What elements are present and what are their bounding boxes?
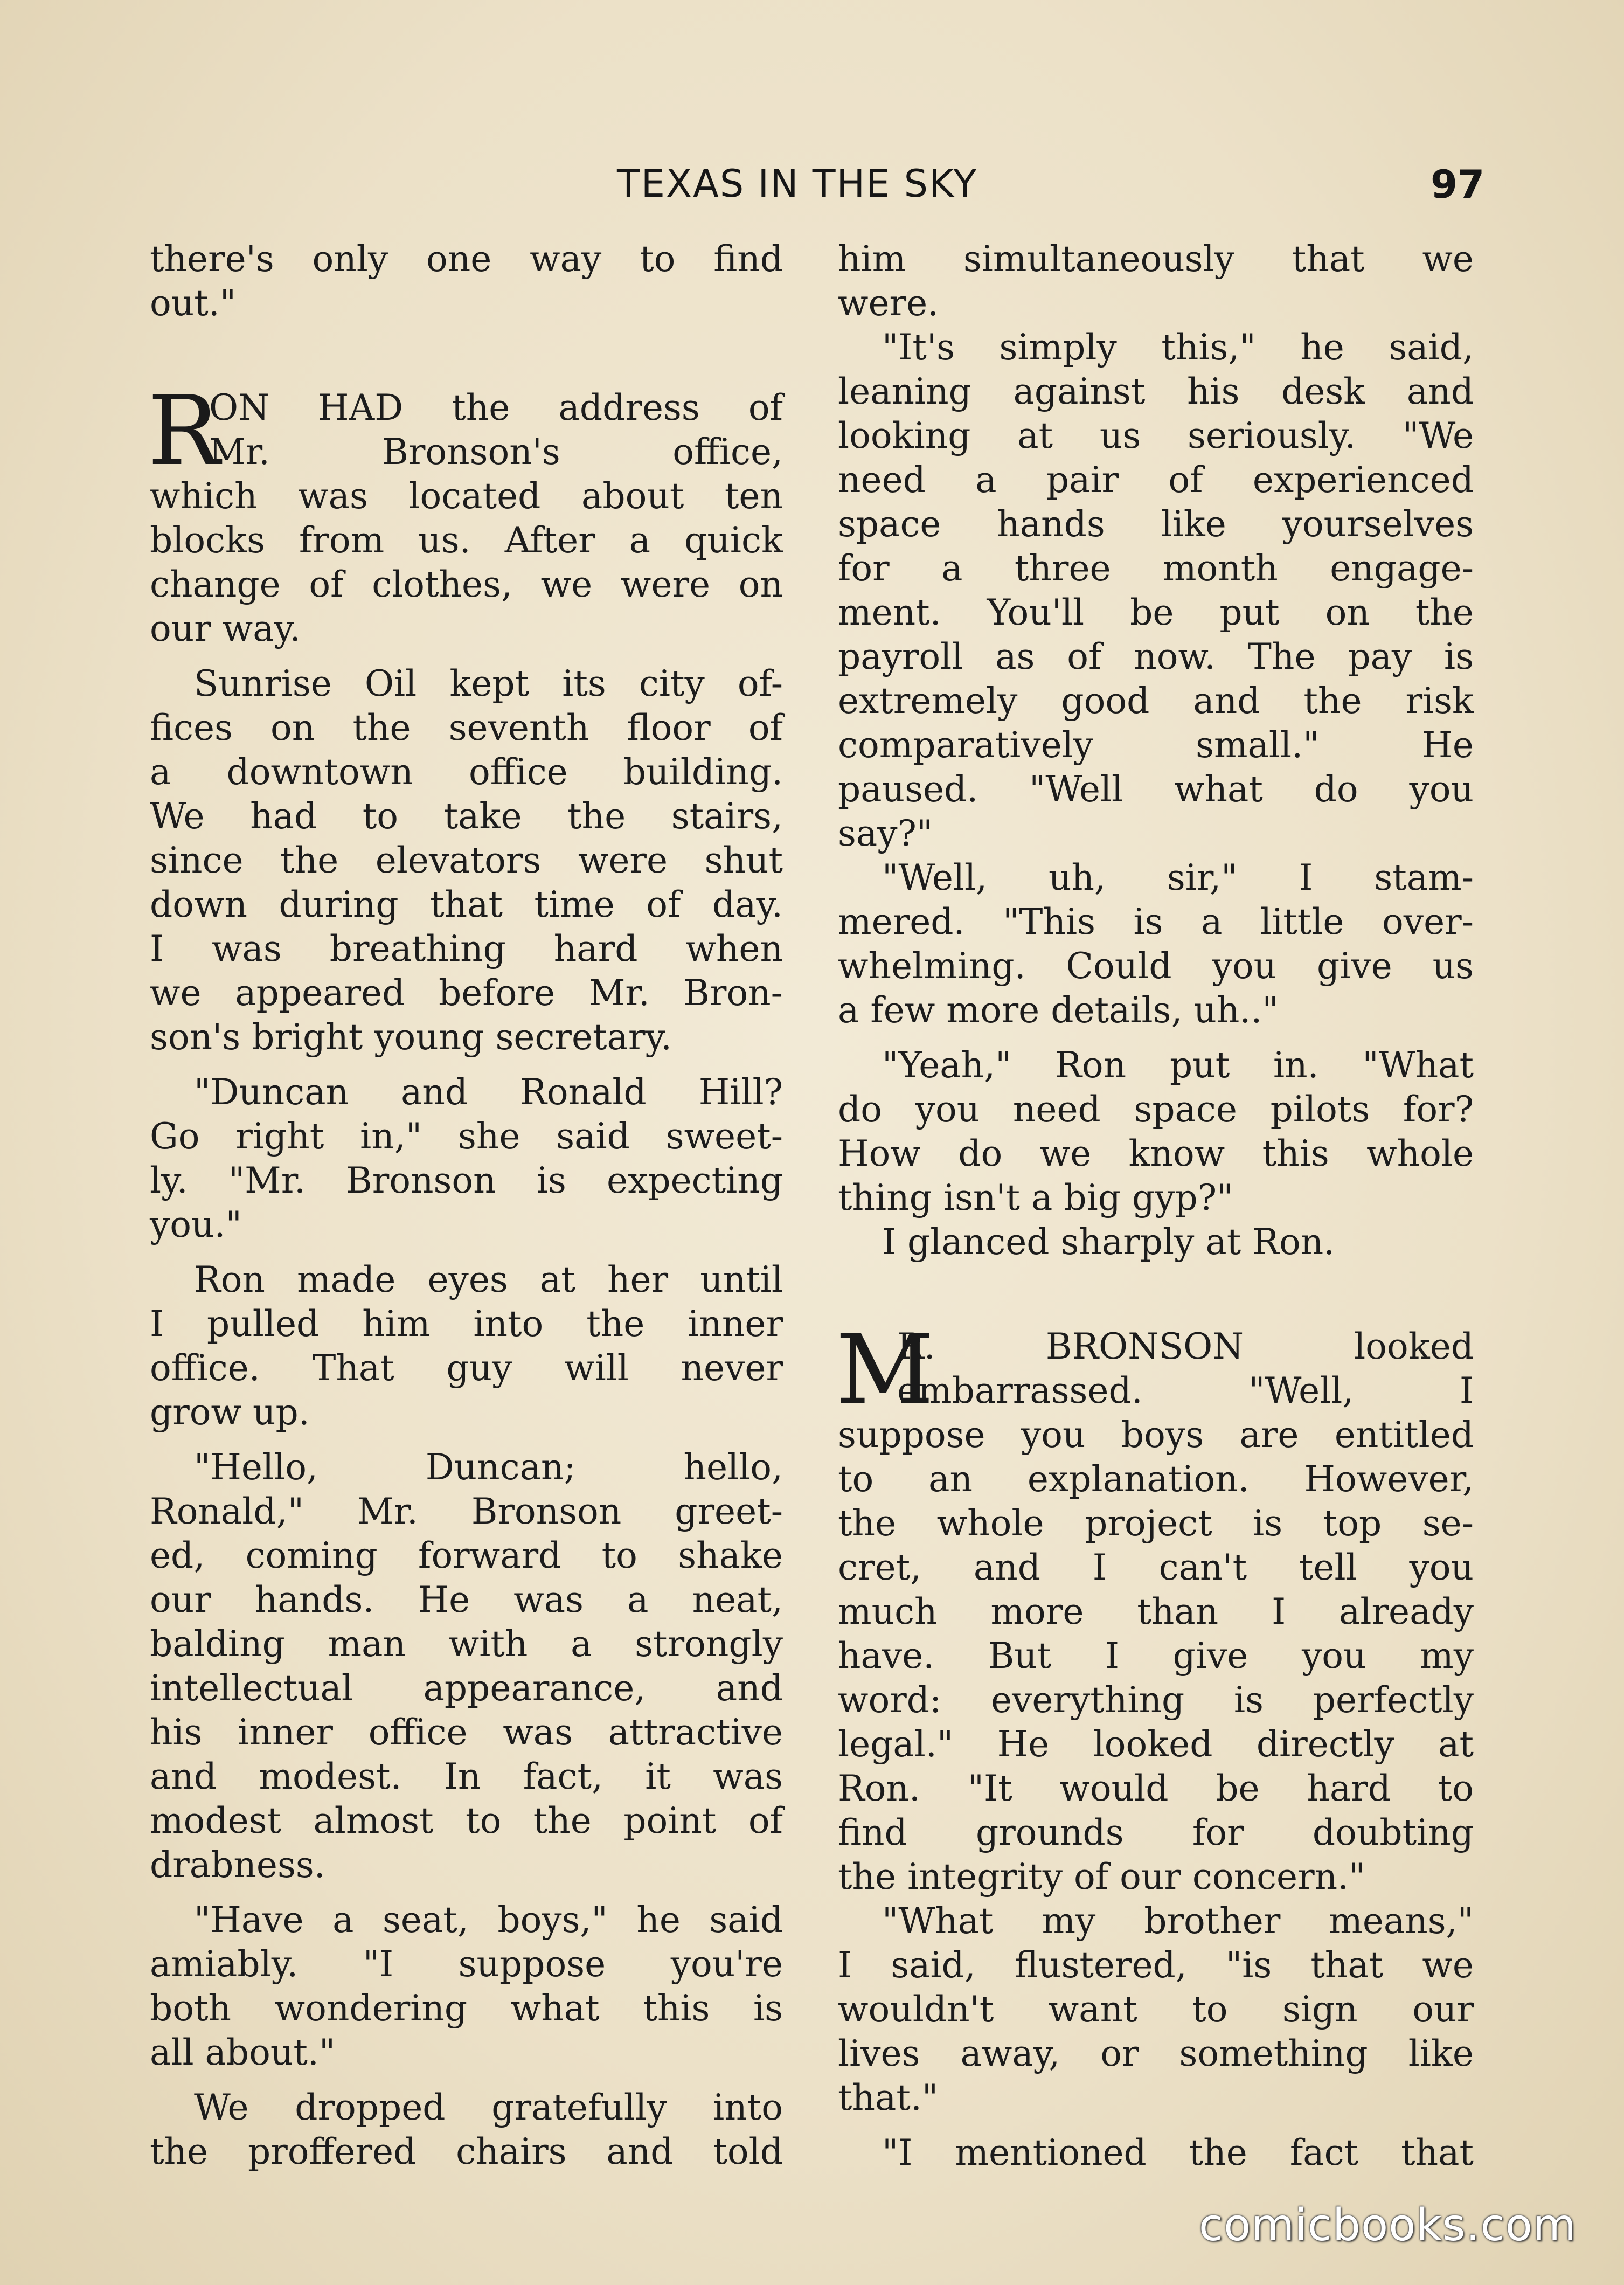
paragraph [838,856,1474,1033]
text-line: ed, coming forward to shake [150,1535,783,1576]
paragraph [838,1899,1474,2120]
text-line: for a three month engage- [838,548,1474,589]
text-line: space hands like yourselves [838,503,1474,545]
text-line: our way. [150,608,301,649]
text-line: suppose you boys are entitled [838,1414,1474,1456]
text-line: I said, flustered, "is that we [838,1944,1474,1986]
text-line: you." [150,1204,242,1245]
text-line: ment. You'll be put on the [838,592,1474,633]
text-line: find grounds for doubting [838,1812,1474,1853]
paragraph [150,1070,783,1247]
text-line: which was located about ten [150,475,783,517]
text-line: leaning against his desk and [838,371,1474,412]
text-line: "Hello, Duncan; hello, [194,1446,783,1488]
text-line: that." [838,2077,939,2118]
text-line: I pulled him into the inner [150,1303,783,1345]
text-line: "I mentioned the fact that [882,2132,1474,2173]
text-line: legal." He looked directly at [838,1723,1474,1765]
text-line: both wondering what this is [150,1988,783,2029]
text-line: We dropped gratefully into [194,2087,783,2128]
text-line: blocks from us. After a quick [150,520,783,561]
text-line: payroll as of now. The pay is [838,636,1474,677]
text-line: paused. "Well what do you [838,768,1474,810]
text-line: need a pair of experienced [838,459,1474,501]
text-line: word: everything is perfectly [838,1679,1474,1721]
text-line: Mr. Bronson's office, [209,431,783,473]
text-line: comparatively small." He [838,724,1474,766]
text-line: much more than I already [838,1591,1474,1632]
paragraph [838,237,1474,326]
paragraph [838,1043,1474,1220]
text-line: office. That guy will never [150,1347,783,1389]
text-line: him simultaneously that we [838,238,1474,280]
text-line: Ronald," Mr. Bronson greet- [150,1491,783,1532]
text-line: drabness. [150,1844,325,1886]
text-line: Ron made eyes at her until [194,1259,783,1300]
section-opening-paragraph [836,1314,1474,1899]
text-line: we appeared before Mr. Bron- [150,972,783,1014]
drop-cap: R [148,375,220,487]
text-line: cret, and I can't tell you [838,1547,1474,1588]
paragraph [838,1220,1474,1264]
text-line: fices on the seventh floor of [150,707,783,749]
paragraph [150,2086,783,2174]
section-opening-paragraph [148,375,783,651]
text-line: out." [150,282,237,324]
text-line: We had to take the stairs, [150,795,783,837]
text-line: embarrassed. "Well, I [897,1370,1474,1411]
text-line: have. But I give you my [838,1635,1474,1677]
text-line: modest almost to the point of [150,1800,783,1841]
text-line: to an explanation. However, [838,1458,1474,1500]
paragraph [150,237,783,326]
text-line: How do we know this whole [838,1133,1474,1174]
text-line: intellectual appearance, and [150,1667,783,1709]
text-line: were. [838,282,939,324]
text-line: thing isn't a big gyp?" [838,1177,1233,1218]
text-line: since the elevators were shut [150,840,783,881]
text-line: R. BRONSON looked [897,1326,1474,1367]
text-line: grow up. [150,1391,310,1433]
text-line: son's bright young secretary. [150,1016,672,1058]
text-line: lives away, or something like [838,2033,1474,2074]
text-line: "What my brother means," [882,1900,1474,1942]
text-line: I was breathing hard when [150,928,783,970]
text-line: his inner office was attractive [150,1712,783,1753]
text-line: "Have a seat, boys," he said [194,1899,783,1941]
text-line: wouldn't want to sign our [838,1989,1474,2030]
paragraph [150,662,783,1060]
watermark: comicbooks.com [1199,2200,1577,2251]
text-line: whelming. Could you give us [838,945,1474,987]
text-line: our hands. He was a neat, [150,1579,783,1621]
text-line: I glanced sharply at Ron. [882,1221,1335,1263]
text-line: "Well, uh, sir," I stam- [882,857,1474,898]
text-line: do you need space pilots for? [838,1089,1474,1130]
text-line: ON HAD the address of [209,387,783,428]
paragraph [150,1445,783,1887]
text-line: there's only one way to find [150,238,783,280]
text-line: extremely good and the risk [838,680,1474,722]
text-line: Go right in," she said sweet- [150,1116,783,1157]
text-line: a few more details, uh.." [838,989,1279,1031]
paragraph [838,326,1474,856]
text-line: Ron. "It would be hard to [838,1768,1474,1809]
text-line: balding man with a strongly [150,1623,783,1665]
text-line: "Duncan and Ronald Hill? [194,1071,783,1113]
text-line: the whole project is top se- [838,1502,1474,1544]
text-line: the proffered chairs and told [150,2131,783,2172]
page-number: 97 [1431,162,1485,207]
text-line: change of clothes, we were on [150,564,783,605]
text-line: "Yeah," Ron put in. "What [882,1044,1474,1086]
paragraph [150,1258,783,1435]
right-column [838,237,1474,2175]
text-line: all about." [150,2032,336,2073]
text-line: and modest. In fact, it was [150,1756,783,1797]
running-title: TEXAS IN THE SKY [617,162,978,206]
text-line: mered. "This is a little over- [838,901,1474,943]
drop-cap: M [836,1314,934,1425]
text-line: Sunrise Oil kept its city of- [194,663,783,704]
text-line: "It's simply this," he said, [882,327,1474,368]
paragraph [150,1898,783,2075]
text-line: down during that time of day. [150,884,783,925]
left-column [150,237,783,2174]
paragraph [838,2131,1474,2175]
text-line: looking at us seriously. "We [838,415,1474,456]
text-line: ly. "Mr. Bronson is expecting [150,1160,783,1201]
text-line: amiably. "I suppose you're [150,1943,783,1985]
text-line: say?" [838,813,933,854]
text-line: a downtown office building. [150,751,783,793]
text-line: the integrity of our concern." [838,1856,1365,1898]
